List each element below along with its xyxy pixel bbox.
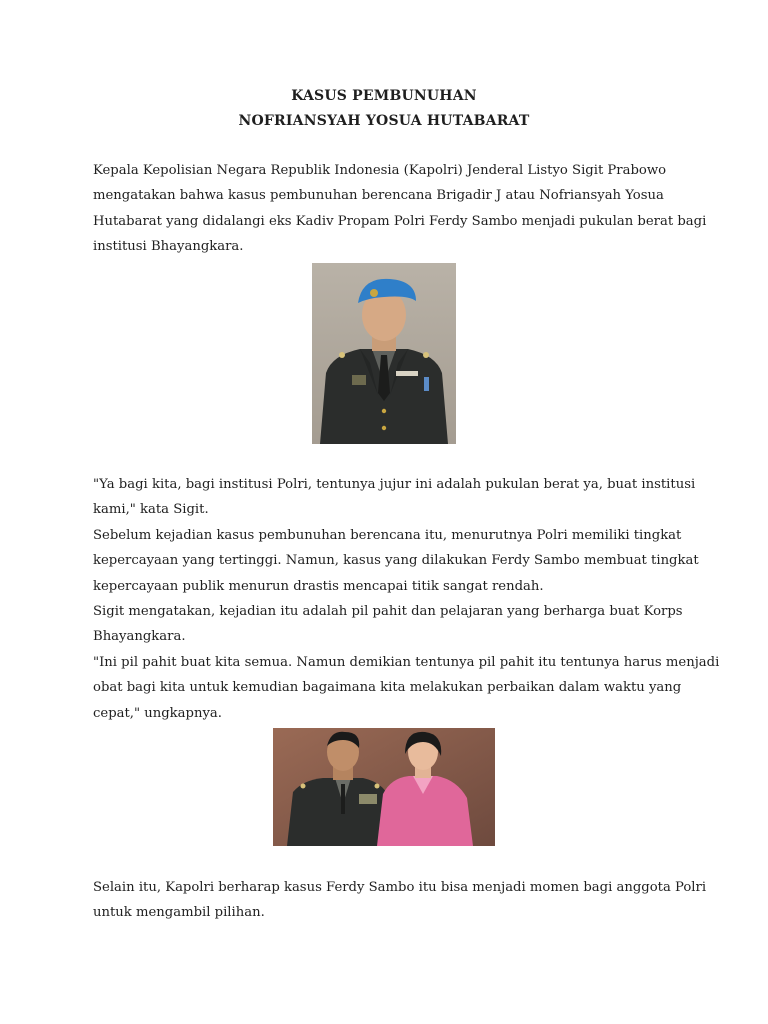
paragraph-line: kepercayaan yang tertinggi. Namun, kasus yang dilakukan Ferdy Sambo membuat tingkat [93, 553, 699, 569]
paragraph-line: mengatakan bahwa kasus pembunuhan berencana Brigadir J atau Nofriansyah Yosua [93, 188, 664, 204]
paragraph-line: Sigit mengatakan, kejadian itu adalah pil pahit dan pelajaran yang berharga buat Korps [93, 604, 683, 620]
paragraph-line: Sebelum kejadian kasus pembunuhan berencana itu, menurutnya Polri memiliki tingkat [93, 527, 682, 543]
couple-image [273, 728, 495, 846]
paragraph-line: kami," kata Sigit. [93, 502, 209, 518]
couple-photo [273, 728, 495, 846]
paragraph-line: Bhayangkara. [93, 629, 186, 645]
paragraph-2 [93, 472, 720, 726]
paragraph-line: kepercayaan publik menurun drastis mencapai titik sangat rendah. [93, 578, 544, 594]
paragraph-line: "Ini pil pahit buat kita semua. Namun demikian tentunya pil pahit itu tentunya harus menjadi [93, 654, 720, 670]
document-title-line-2: NOFRIANSYAH YOSUA HUTABARAT [238, 113, 530, 129]
paragraph-line: Selain itu, Kapolri berharap kasus Ferdy Sambo itu bisa menjadi momen bagi anggota Polri [93, 880, 707, 895]
officer-portrait-image [312, 263, 456, 444]
paragraph-line: "Ya bagi kita, bagi institusi Polri, tentunya jujur ini adalah pukulan berat ya, buat institusi [93, 477, 696, 492]
document-title-line-1: KASUS PEMBUNUHAN [291, 88, 477, 104]
paragraph-1 [93, 158, 707, 260]
paragraph-line: obat bagi kita untuk kemudian bagaimana kita melakukan perbaikan dalam waktu yang [93, 680, 682, 696]
paragraph-3 [93, 875, 707, 926]
paragraph-line: Hutabarat yang didalangi eks Kadiv Propam Polri Ferdy Sambo menjadi pukulan berat bagi [93, 213, 707, 229]
paragraph-line: cepat," ungkapnya. [93, 705, 222, 721]
paragraph-line: institusi Bhayangkara. [93, 239, 244, 255]
paragraph-line: untuk mengambil pilihan. [93, 905, 265, 921]
paragraph-line: Kepala Kepolisian Negara Republik Indonesia (Kapolri) Jenderal Listyo Sigit Prabowo [93, 163, 667, 178]
officer-portrait-photo [312, 263, 456, 444]
